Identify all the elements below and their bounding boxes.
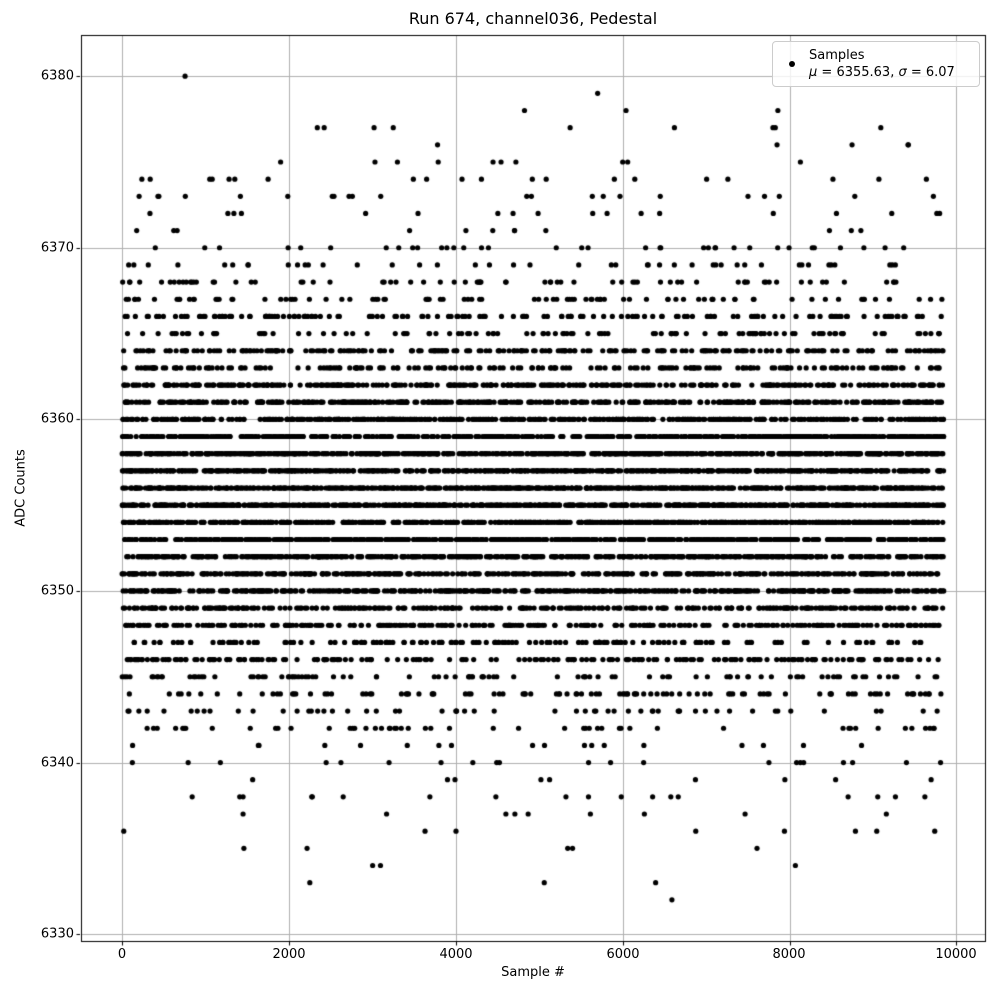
legend-sigma-value: = 6.07 (906, 65, 955, 80)
y-tick-label-6340: 6340 (40, 755, 74, 771)
x-tick-label-10000: 10000 (935, 947, 977, 962)
legend-series-label: Samples (809, 48, 865, 63)
x-tick-label-0: 0 (117, 947, 127, 962)
x-tick-label-4000: 4000 (439, 947, 473, 962)
chart-title: Run 674, channel036, Pedestal (408, 9, 658, 28)
legend (772, 41, 980, 87)
legend-stats-label (809, 64, 955, 81)
y-tick-label-6360: 6360 (40, 411, 74, 427)
y-tick-label-6350: 6350 (40, 583, 74, 599)
x-axis-label: Sample # (501, 965, 565, 980)
scatter-marker-icon (789, 61, 795, 67)
y-tick-label-6370: 6370 (40, 240, 74, 256)
x-tick-label-2000: 2000 (272, 947, 306, 962)
y-tick-label-6330: 6330 (40, 926, 74, 942)
y-tick-label-6380: 6380 (40, 68, 74, 84)
legend-sigma-symbol: σ (898, 65, 907, 80)
y-axis-label: ADC Counts (13, 449, 29, 527)
x-tick-label-6000: 6000 (606, 947, 640, 962)
x-tick-label-8000: 8000 (772, 947, 806, 962)
legend-mu-symbol: μ (809, 65, 818, 80)
legend-mu-value: = 6355.63, (817, 65, 899, 80)
